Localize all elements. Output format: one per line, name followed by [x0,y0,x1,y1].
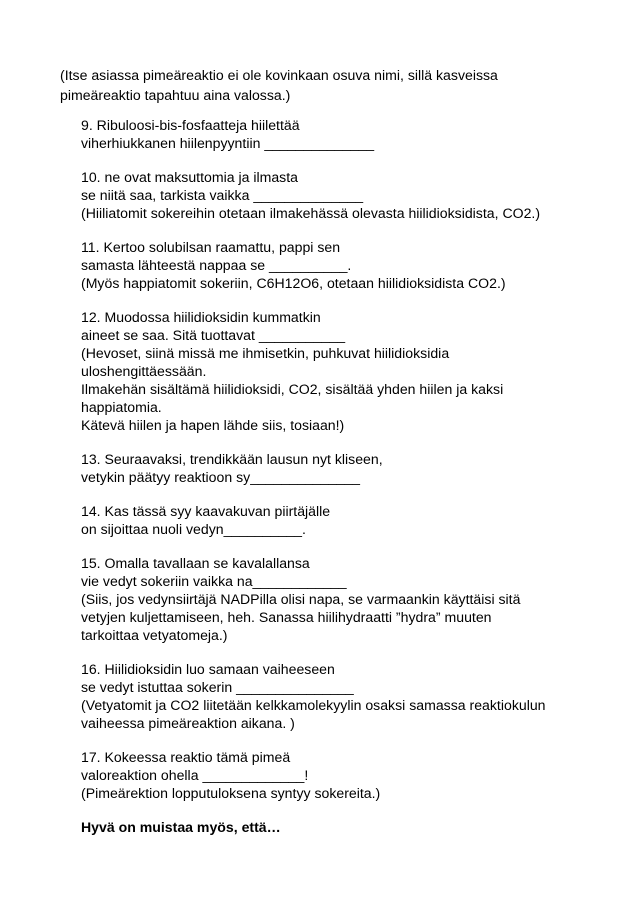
verse-line: viherhiukkanen hiilenpyyntiin ______________ [81,135,375,151]
verse-line: se vedyt istuttaa sokerin _______________ [81,679,354,695]
verse-note: uloshengittäessään. [81,363,207,379]
verse-note: happiatomia. [81,399,162,415]
verse-item-12 [81,308,631,434]
intro-line: pimeäreaktio tapahtuu aina valossa.) [60,87,291,103]
verse-item-13 [81,450,631,486]
verse-line: se niitä saa, tarkista vaikka ______________ [81,187,364,203]
verse-note: (Hevoset, siinä missä me ihmisetkin, puhkuvat hiilidioksidia [81,345,450,361]
verse-list [81,116,631,836]
verse-note: vaiheessa pimeäreaktion aikana. ) [81,715,295,731]
verse-line: vie vedyt sokeriin vaikka na____________ [81,573,347,589]
verse-item-9 [81,116,631,152]
verse-item-10 [81,168,631,222]
verse-line: 15. Omalla tavallaan se kavalallansa [81,555,310,571]
verse-line: 17. Kokeessa reaktio tämä pimeä [81,749,291,765]
verse-line: 9. Ribuloosi-bis-fosfaatteja hiilettää [81,117,300,133]
verse-note: tarkoittaa vetyatomeja.) [81,627,228,643]
verse-note: (Hiiliatomit sokereihin otetaan ilmakehässä olevasta hiilidioksidista, CO2.) [81,205,541,221]
verse-note: (Vetyatomit ja CO2 liitetään kelkkamolekyylin osaksi samassa reaktiokulun [81,697,546,713]
verse-line: 14. Kas tässä syy kaavakuvan piirtäjälle [81,503,331,519]
verse-line: 12. Muodossa hiilidioksidin kummatkin [81,309,321,325]
verse-item-17 [81,748,631,802]
verse-item-14 [81,502,631,538]
verse-line: 13. Seuraavaksi, trendikkään lausun nyt kliseen, [81,451,383,467]
verse-line: vetykin päätyy reaktioon sy______________ [81,469,360,485]
verse-note: (Myös happiatomit sokeriin, C6H12O6, otetaan hiilidioksidista CO2.) [81,275,506,291]
closing-heading: Hyvä on muistaa myös, että… [81,819,281,835]
verse-line: valoreaktion ohella _____________! [81,767,309,783]
verse-item-16 [81,660,631,732]
verse-note: (Pimeärektion lopputuloksena syntyy sokereita.) [81,785,381,801]
verse-note: Kätevä hiilen ja hapen lähde siis, tosiaan!) [81,417,345,433]
verse-line: on sijoittaa nuoli vedyn__________. [81,521,306,537]
verse-item-15 [81,554,631,644]
verse-item-11 [81,238,631,292]
verse-line: samasta lähteestä nappaa se __________. [81,257,352,273]
verse-line: 11. Kertoo solubilsan raamattu, pappi sen [81,239,341,255]
intro-line: (Itse asiassa pimeäreaktio ei ole kovinkaan osuva nimi, sillä kasveissa [60,67,498,83]
intro-paragraph [60,65,620,105]
verse-line: 16. Hiilidioksidin luo samaan vaiheeseen [81,661,335,677]
verse-line: 10. ne ovat maksuttomia ja ilmasta [81,169,298,185]
verse-note: Ilmakehän sisältämä hiilidioksidi, CO2, sisältää yhden hiilen ja kaksi [81,381,504,397]
verse-line: aineet se saa. Sitä tuottavat ___________ [81,327,346,343]
verse-note: vetyjen kuljettamiseen, heh. Sanassa hiilihydraatti ”hydra” muuten [81,609,492,625]
verse-note: (Siis, jos vedynsiirtäjä NADPilla olisi napa, se varmaankin käyttäisi sitä [81,591,521,607]
